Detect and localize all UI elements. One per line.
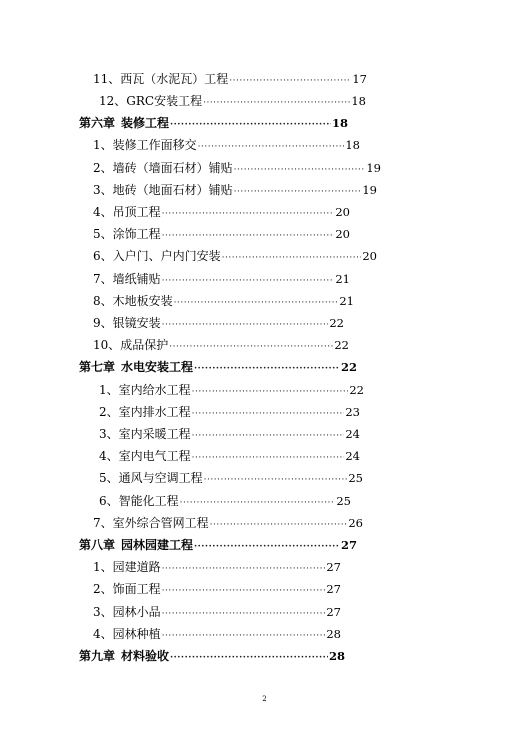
toc-entry-number: 6、 xyxy=(99,494,119,508)
toc-dot-leader xyxy=(162,227,335,245)
toc-entry xyxy=(93,136,360,154)
toc-entry-title: 园林小品 xyxy=(112,605,161,619)
toc-entry-page: 26 xyxy=(348,516,363,530)
toc-entry-page: 22 xyxy=(349,383,364,397)
toc-entry-title: 室内给水工程 xyxy=(118,383,191,397)
toc-dot-leader xyxy=(210,516,348,534)
toc-entry-number: 5、 xyxy=(93,227,113,241)
toc-entry-title: 装修工作面移交 xyxy=(112,138,197,152)
toc-entry-number: 1、 xyxy=(93,138,113,152)
toc-entry-page: 27 xyxy=(340,538,357,552)
toc-entry-page: 22 xyxy=(334,338,349,352)
toc-dot-leader xyxy=(162,582,326,600)
toc-entry-number: 10、 xyxy=(93,338,121,352)
toc-dot-leader xyxy=(169,338,333,356)
toc-entry xyxy=(93,336,349,354)
toc-entry xyxy=(93,580,341,598)
toc-entry-page: 19 xyxy=(366,161,381,175)
toc-entry-number: 7、 xyxy=(93,516,113,530)
toc-entry xyxy=(93,159,381,177)
toc-entry-title: 木地板安装 xyxy=(112,294,173,308)
toc-entry-title: 装修工程 xyxy=(121,116,170,130)
toc-entry xyxy=(93,292,354,310)
toc-entry-title: 饰面工程 xyxy=(112,582,161,596)
toc-entry-title: 西瓦（水泥瓦）工程 xyxy=(120,72,229,86)
toc-entry-title: 智能化工程 xyxy=(118,494,179,508)
toc-entry-number: 1、 xyxy=(99,383,119,397)
toc-entry-title: 成品保护 xyxy=(120,338,169,352)
toc-entry-number: 第八章 xyxy=(79,538,116,552)
toc-dot-leader xyxy=(162,316,329,334)
toc-entry-page: 20 xyxy=(335,205,350,219)
toc-dot-leader xyxy=(162,560,326,578)
toc-entry xyxy=(93,203,350,221)
toc-dot-leader xyxy=(204,471,348,489)
toc-chapter-entry xyxy=(79,358,357,376)
toc-entry-number: 1、 xyxy=(93,560,113,574)
toc-entry xyxy=(99,425,360,443)
toc-entry-number: 6、 xyxy=(93,249,113,263)
toc-dot-leader xyxy=(170,116,331,134)
toc-dot-leader xyxy=(180,494,336,512)
toc-entry-page: 24 xyxy=(345,427,360,441)
toc-entry-page: 20 xyxy=(335,227,350,241)
toc-dot-leader xyxy=(170,649,328,667)
toc-entry-page: 27 xyxy=(326,605,341,619)
page-number: 2 xyxy=(262,695,267,703)
toc-entry-page: 18 xyxy=(345,138,360,152)
toc-entry-number: 2、 xyxy=(93,582,113,596)
toc-entry-title: 吊顶工程 xyxy=(112,205,161,219)
toc-entry xyxy=(99,381,364,399)
toc-entry-number: 4、 xyxy=(99,449,119,463)
toc-entry-number: 11、 xyxy=(93,72,121,86)
toc-entry-title: GRC安装工程 xyxy=(126,94,203,108)
toc-entry-title: 墙纸铺贴 xyxy=(112,272,161,286)
toc-entry-number: 第六章 xyxy=(79,116,116,130)
toc-entry-title: 地砖（地面石材）铺贴 xyxy=(112,183,233,197)
toc-dot-leader xyxy=(162,272,335,290)
toc-entry xyxy=(99,447,360,465)
toc-entry xyxy=(93,514,363,532)
toc-entry-number: 3、 xyxy=(93,605,113,619)
toc-entry xyxy=(93,558,341,576)
toc-entry-number: 4、 xyxy=(93,627,113,641)
toc-dot-leader xyxy=(192,427,345,445)
toc-dot-leader xyxy=(162,605,326,623)
toc-entry xyxy=(93,625,341,643)
toc-dot-leader xyxy=(174,294,339,312)
toc-entry xyxy=(99,92,366,110)
toc-entry-title: 水电安装工程 xyxy=(121,360,194,374)
toc-entry xyxy=(93,270,350,288)
toc-entry xyxy=(93,70,367,88)
toc-entry-number: 7、 xyxy=(93,272,113,286)
toc-entry-title: 通风与空调工程 xyxy=(118,471,203,485)
toc-entry-page: 18 xyxy=(331,116,348,130)
toc-entry xyxy=(93,181,377,199)
toc-dot-leader xyxy=(222,249,362,267)
toc-entry xyxy=(93,225,350,243)
toc-entry-title: 园建道路 xyxy=(112,560,161,574)
toc-entry-number: 12、 xyxy=(99,94,127,108)
toc-entry-page: 19 xyxy=(362,183,377,197)
toc-chapter-entry xyxy=(79,536,357,554)
toc-entry xyxy=(99,469,363,487)
toc-dot-leader xyxy=(234,161,366,179)
toc-entry xyxy=(99,492,351,510)
toc-entry-page: 22 xyxy=(329,316,344,330)
toc-entry-number: 5、 xyxy=(99,471,119,485)
toc-entry-title: 材料验收 xyxy=(121,649,170,663)
toc-entry-number: 2、 xyxy=(93,161,113,175)
toc-entry-page: 28 xyxy=(326,627,341,641)
toc-entry-title: 园林种植 xyxy=(112,627,161,641)
toc-entry-page: 21 xyxy=(335,272,350,286)
toc-entry-page: 18 xyxy=(351,94,366,108)
toc-dot-leader xyxy=(198,138,345,156)
toc-dot-leader xyxy=(194,538,340,556)
toc-entry xyxy=(93,314,344,332)
toc-entry-page: 28 xyxy=(328,649,345,663)
toc-entry-page: 27 xyxy=(326,560,341,574)
toc-dot-leader xyxy=(192,449,345,467)
toc-entry-number: 3、 xyxy=(99,427,119,441)
toc-entry-title: 墙砖（墙面石材）铺贴 xyxy=(112,161,233,175)
toc-entry-page: 21 xyxy=(339,294,354,308)
toc-entry-title: 园林园建工程 xyxy=(121,538,194,552)
toc-entry-page: 25 xyxy=(348,471,363,485)
toc-chapter-entry xyxy=(79,114,348,132)
toc-entry-title: 室内电气工程 xyxy=(118,449,191,463)
toc-entry-title: 室内采暖工程 xyxy=(118,427,191,441)
toc-entry xyxy=(99,403,360,421)
toc-entry-page: 17 xyxy=(352,72,367,86)
toc-entry-page: 25 xyxy=(336,494,351,508)
toc-entry-page: 20 xyxy=(362,249,377,263)
toc-entry-title: 室内排水工程 xyxy=(118,405,191,419)
toc-entry-number: 8、 xyxy=(93,294,113,308)
toc-entry-number: 第七章 xyxy=(79,360,116,374)
toc-dot-leader xyxy=(162,627,326,645)
toc-entry-title: 银镜安装 xyxy=(112,316,161,330)
toc-entry-page: 23 xyxy=(345,405,360,419)
toc-entry-title: 涂饰工程 xyxy=(112,227,161,241)
toc-entry-number: 第九章 xyxy=(79,649,116,663)
toc-entry-number: 3、 xyxy=(93,183,113,197)
toc-dot-leader xyxy=(192,405,345,423)
toc-dot-leader xyxy=(203,94,350,112)
toc-entry-page: 24 xyxy=(345,449,360,463)
toc-entry-number: 4、 xyxy=(93,205,113,219)
toc-dot-leader xyxy=(194,360,340,378)
toc-entry xyxy=(93,603,341,621)
toc-entry-page: 27 xyxy=(326,582,341,596)
toc-entry xyxy=(93,247,377,265)
toc-dot-leader xyxy=(192,383,349,401)
toc-chapter-entry xyxy=(79,647,345,665)
toc-entry-number: 9、 xyxy=(93,316,113,330)
toc-entry-title: 入户门、户内门安装 xyxy=(112,249,221,263)
toc-entry-page: 22 xyxy=(340,360,357,374)
toc-dot-leader xyxy=(229,72,351,90)
toc-entry-title: 室外综合管网工程 xyxy=(112,516,209,530)
toc-dot-leader xyxy=(234,183,362,201)
toc-dot-leader xyxy=(162,205,335,223)
toc-entry-number: 2、 xyxy=(99,405,119,419)
